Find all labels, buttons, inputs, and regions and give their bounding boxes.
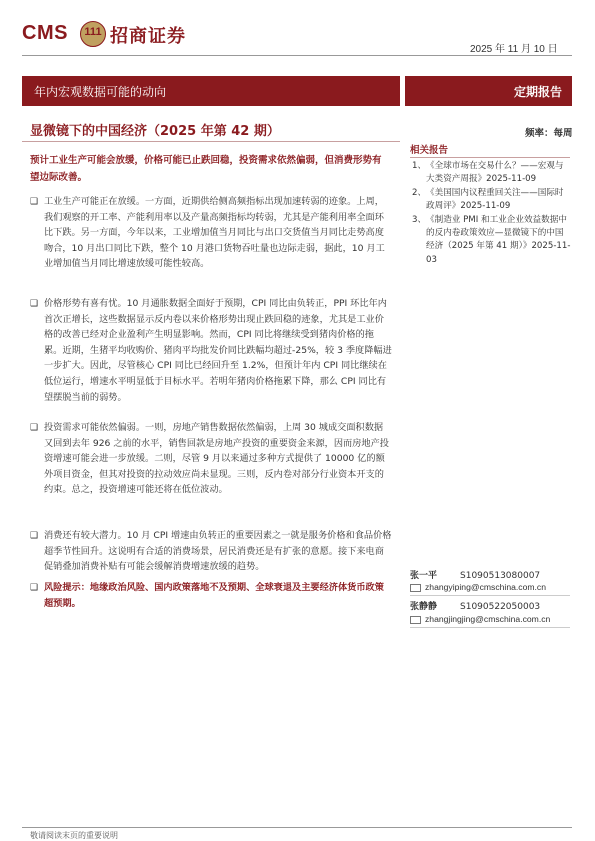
report-type: 定期报告 [513,85,562,99]
author-1-id: S1090513080007 [460,571,541,581]
bullet-prices: ❑ 价格形势有喜有忧。10 月通胀数据全面好于预期，CPI 同比由负转正，PPI 环比年内首次正增长，这些数据显示反内卷以来价格形势出现止跌回稳的迹象，尤其是工业价格的改善已经对企业盈利产生明显影响。然而，CPI 同比将继续受到猪肉价格的拖累。近期，生猪平均收购价、猪肉平均批发价同比跌幅均超过-25%，较 3 季度降幅进一步扩大。因此，尽管核心 CPI 同比已经回升至 1.2%，但预计年内 CPI 同比继续在低位运行，增速水平明显低于目标水平。若明年猪肉价格拖累下降，那么 CPI 同比有望摆脱当前的弱势。 [30,298,392,403]
mail-icon [410,616,421,624]
author-2-email[interactable]: zhangjingjing@cmschina.com.cn [410,614,550,624]
logo-chinese-name: 招商证券 [110,26,186,47]
author-divider [410,627,570,628]
summary: 预计工业生产可能会放缓，价格可能已止跌回稳，投资需求依然偏弱，但消费形势有望边际改善。 [30,155,382,183]
frequency: 频率：每周 [525,128,573,139]
title-band [22,76,400,106]
logo-badge-icon: 111 [80,21,106,47]
related-report-1[interactable]: 1、 《全球市场在交易什么？——宏观与大类资产周报》2025-11-09 [412,161,564,185]
report-title: 显微镜下的中国经济（2025 年第 42 期） [30,124,280,139]
related-reports-list [412,160,572,267]
bullet-consumption: ❑ 消费还有较大潜力。10 月 CPI 增速由负转正的重要因素之一就是服务价格和食品价格超季节性回升。这说明有合适的消费场景，居民消费还是有扩张的意愿。接下来电商促销叠加消费补贴有可能会缓解消费增速放缓的趋势。 [30,530,392,573]
report-type-band [405,76,572,106]
related-divider [410,157,570,158]
title-divider [22,141,400,142]
author-2: 张静静 S1090522050003 [410,602,541,612]
header-divider [22,55,572,56]
footer-note: 敬请阅读末页的重要说明 [30,831,118,840]
logo-text: CMS [22,22,68,44]
bullet-square-icon: ❑ [30,583,39,593]
related-report-2[interactable]: 2、 《美国国内议程重回关注——国际时政周评》2025-11-09 [412,187,564,212]
bullet-risk: ❑ 风险提示：地缘政治风险、国内政策落地不及预期、全球衰退及主要经济体货币政策超预期。 [30,582,384,609]
bullet-square-icon: ❑ [30,423,39,433]
author-1-email[interactable]: zhangyiping@cmschina.com.cn [410,582,546,592]
author-divider [410,595,570,596]
related-report-3[interactable]: 3、 《制造业 PMI 和工业企业效益数据中的反内卷政策效应—显微镜下的中国经济（2025 年第 41 期）》2025-11-03 [412,214,571,265]
related-reports-title: 相关报告 [410,145,449,156]
bullet-investment: ❑ 投资需求可能依然偏弱。一则，房地产销售数据依然偏弱，上周 30 城成交面积数据又回到去年 926 之前的水平，销售回款是房地产投资的重要资金来源，因而房地产投资增速可能会进一步放缓。二则，尽管 9 月以来通过多种方式提供了 10000 亿的额外项目资金，但其对投资的拉动效应尚未显现。三则，反内卷对部分行业资本开支的约束。总之，投资增速可能还将在低位波动。 [30,422,389,496]
bullet-square-icon: ❑ [30,197,39,207]
author-2-id: S1090522050003 [460,602,541,612]
footer-divider [22,827,572,828]
report-date: 2025 年 11 月 10 日 [470,44,558,55]
mail-icon [410,584,421,592]
bullet-square-icon: ❑ [30,299,39,309]
band-title: 年内宏观数据可能的动向 [34,85,167,99]
bullet-industrial: ❑ 工业生产可能正在放缓。一方面，近期供给侧高频指标出现加速转弱的迹象。上周，我们观察的开工率、产能利用率以及产量高频指标均转弱，尤其是产能利用率全面环比下跌。另一方面，今年以来，工业增加值当月同比与出口交货值当月同比走势高度吻合，10 月出口同比下跌，整个 10 月港口货物吞吐量也边际走弱，据此，10 月工业增加值当月同比增速放缓可能性较高。 [30,196,385,270]
author-1: 张一平 S1090513080007 [410,571,541,581]
bullet-square-icon: ❑ [30,531,39,541]
